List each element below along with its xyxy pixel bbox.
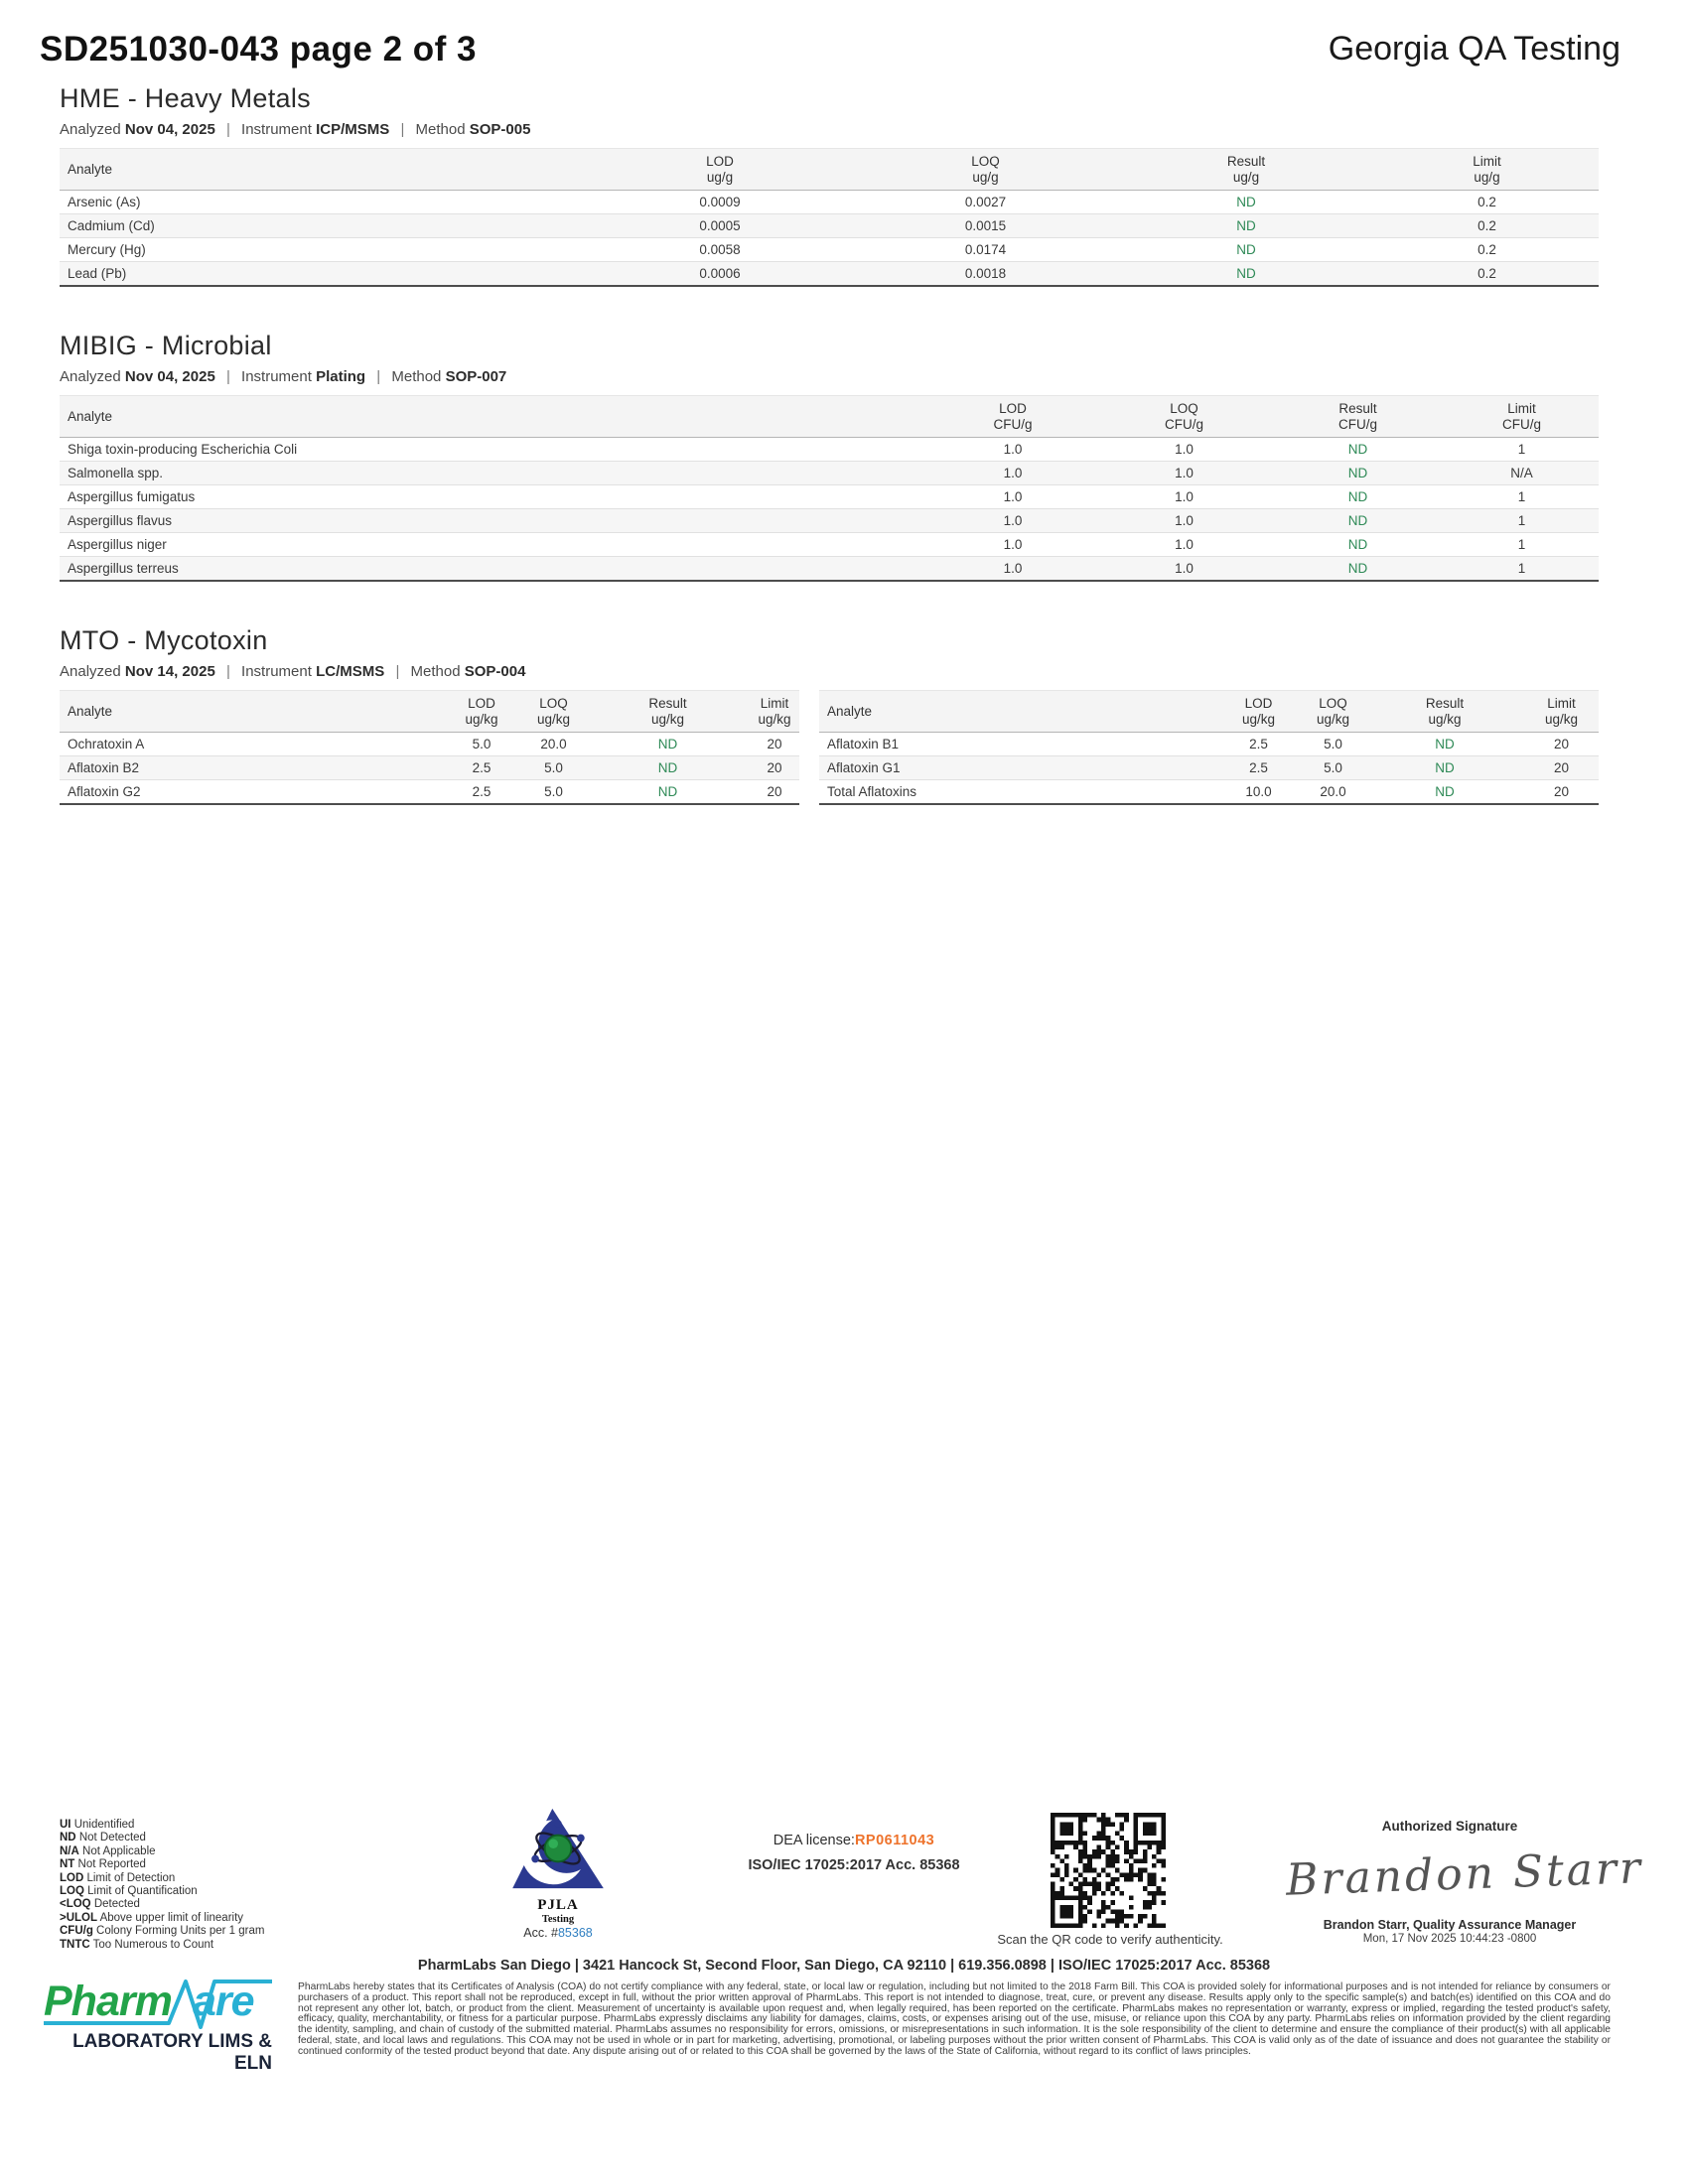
lod-cell: 1.0 bbox=[928, 485, 1097, 509]
col-analyte: Analyte bbox=[60, 396, 928, 438]
method-value: SOP-007 bbox=[445, 368, 507, 385]
analyte-cell: Aflatoxin B2 bbox=[60, 756, 442, 780]
col-limit: Limit ug/g bbox=[1375, 149, 1599, 191]
pipe: | bbox=[376, 368, 381, 385]
section-title: MTO - Mycotoxin bbox=[60, 625, 268, 655]
pjla-accreditation bbox=[498, 1807, 618, 1940]
col-lod: LOD CFU/g bbox=[928, 396, 1097, 438]
pharmware-part2: are bbox=[193, 1978, 254, 2025]
lod-cell: 0.0058 bbox=[586, 238, 854, 262]
instrument-value: Plating bbox=[316, 368, 366, 385]
iso-accreditation-line: ISO/IEC 17025:2017 Acc. 85368 bbox=[748, 1857, 960, 1873]
signature-handwriting: Brandon Starr bbox=[1285, 1843, 1644, 1906]
loq-cell: 5.0 bbox=[521, 780, 586, 805]
legend bbox=[60, 1819, 264, 1952]
col-lod: LOD ug/kg bbox=[1216, 691, 1301, 733]
analyzed-label: Analyzed bbox=[60, 663, 121, 680]
pharmware-wordmark bbox=[44, 1974, 272, 2029]
result-cell: ND bbox=[1117, 238, 1375, 262]
legend-item: <LOQ Detected bbox=[60, 1898, 140, 1911]
limit-cell: 1 bbox=[1445, 485, 1599, 509]
analyte-cell: Salmonella spp. bbox=[60, 462, 928, 485]
section-microbial bbox=[60, 331, 1599, 582]
result-cell: ND bbox=[1365, 733, 1524, 756]
loq-cell: 20.0 bbox=[521, 733, 586, 756]
loq-cell: 1.0 bbox=[1097, 485, 1271, 509]
table-row bbox=[60, 238, 1599, 262]
loq-cell: 0.0027 bbox=[854, 191, 1117, 214]
limit-cell: 20 bbox=[750, 756, 799, 780]
lod-cell: 2.5 bbox=[442, 780, 521, 805]
table-header-row bbox=[60, 149, 1599, 191]
legend-item: UI Unidentified bbox=[60, 1819, 135, 1831]
limit-cell: 1 bbox=[1445, 557, 1599, 582]
result-cell: ND bbox=[1271, 509, 1445, 533]
section-meta bbox=[60, 368, 1599, 385]
col-loq: LOQ CFU/g bbox=[1097, 396, 1271, 438]
limit-cell: 0.2 bbox=[1375, 191, 1599, 214]
limit-cell: 20 bbox=[750, 780, 799, 805]
analyte-cell: Aspergillus terreus bbox=[60, 557, 928, 582]
limit-cell: 20 bbox=[1524, 756, 1599, 780]
loq-cell: 1.0 bbox=[1097, 438, 1271, 462]
lod-cell: 0.0006 bbox=[586, 262, 854, 287]
table-row bbox=[819, 733, 1599, 756]
limit-cell: N/A bbox=[1445, 462, 1599, 485]
signature-timestamp: Mon, 17 Nov 2025 10:44:23 -0800 bbox=[1362, 1933, 1537, 1945]
limit-cell: 1 bbox=[1445, 438, 1599, 462]
loq-cell: 5.0 bbox=[521, 756, 586, 780]
table-row bbox=[60, 191, 1599, 214]
col-lod: LOD ug/g bbox=[586, 149, 854, 191]
col-result: Result ug/kg bbox=[586, 691, 750, 733]
col-limit: Limit CFU/g bbox=[1445, 396, 1599, 438]
org-title: Georgia QA Testing bbox=[1328, 30, 1620, 68]
legend-item: LOQ Limit of Quantification bbox=[60, 1885, 198, 1898]
pharmware-part1: Pharm bbox=[44, 1978, 172, 2025]
loq-cell: 5.0 bbox=[1301, 756, 1365, 780]
legend-item: ND Not Detected bbox=[60, 1832, 146, 1844]
pharmware-tagline: LABORATORY LIMS & ELN bbox=[72, 2031, 272, 2074]
pipe: | bbox=[225, 121, 230, 138]
result-cell: ND bbox=[586, 733, 750, 756]
limit-cell: 1 bbox=[1445, 509, 1599, 533]
analyte-cell: Cadmium (Cd) bbox=[60, 214, 586, 238]
result-cell: ND bbox=[1271, 557, 1445, 582]
lod-cell: 1.0 bbox=[928, 438, 1097, 462]
result-cell: ND bbox=[1365, 756, 1524, 780]
analyte-cell: Shiga toxin-producing Escherichia Coli bbox=[60, 438, 928, 462]
lod-cell: 0.0009 bbox=[586, 191, 854, 214]
section-heavy-metals bbox=[60, 83, 1599, 287]
pipe: | bbox=[225, 368, 230, 385]
analyte-cell: Arsenic (As) bbox=[60, 191, 586, 214]
pipe: | bbox=[225, 663, 230, 680]
lod-cell: 2.5 bbox=[442, 756, 521, 780]
analyzed-label: Analyzed bbox=[60, 368, 121, 385]
loq-cell: 1.0 bbox=[1097, 509, 1271, 533]
method-label: Method bbox=[410, 663, 461, 680]
analyte-cell: Aflatoxin G1 bbox=[819, 756, 1216, 780]
table-row bbox=[60, 214, 1599, 238]
legend-item: LOD Limit of Detection bbox=[60, 1871, 176, 1884]
result-cell: ND bbox=[1271, 485, 1445, 509]
lod-cell: 10.0 bbox=[1216, 780, 1301, 805]
heavy-metals-table bbox=[60, 148, 1599, 287]
limit-cell: 1 bbox=[1445, 533, 1599, 557]
table-row bbox=[60, 485, 1599, 509]
legend-item: >ULOL Above upper limit of linearity bbox=[60, 1911, 244, 1924]
legal-disclaimer: PharmLabs hereby states that its Certificates of Analysis (COA) do not certify compliance with any federal, state, or local law or regulation, including but not limited to the 2018 Farm Bill. This COA is provided solely for informational purposes and is not intended for reliance by consumers or purchasers of a product. This report shall not be reproduced, except in full, without the prior written approval of PharmLabs. This report is not intended to diagnose, treat, cure, or prevent any disease. Results apply only to the specific sample(s) and batch(es) identified on this COA and do not represent any other lot, batch, or product from the client. Measurement of uncertainty is available upon request and, when legally required, has been reported on the certificate. PharmLabs makes no representation or warranty, express or implied, regarding the tested product's safety, efficacy, quality, merchantability, or fitness for a particular purpose. PharmLabs expressly disclaims any liability for damages, claims, costs, or expenses arising out of the use, misuse, or reliance upon this COA by any party. PharmLabs relies on information provided by the client regarding the identity, sampling, and chain of custody of the submitted material. PharmLabs assumes no responsibility for errors, omissions, or misrepresentations in such information. It is the sole responsibility of the client to determine and ensure the compliance of their product(s) with all applicable federal, state, and local laws and regulations. This COA may not be used in whole or in part for marketing, advertising, promotional, or labeling purposes without the prior written consent of PharmLabs. This COA is valid only as of the date of issuance and does not guarantee the stability or continued conformity of the tested product beyond that date. Any dispute arising out of or related to this COA shall be governed by the laws of the State of California, without regard to its conflict of laws principles. bbox=[298, 1981, 1611, 2057]
pjla-logo-icon bbox=[510, 1807, 606, 1890]
table-row bbox=[60, 733, 799, 756]
table-row bbox=[60, 780, 799, 805]
instrument-value: ICP/MSMS bbox=[316, 121, 390, 138]
lod-cell: 1.0 bbox=[928, 509, 1097, 533]
lod-cell: 2.5 bbox=[1216, 733, 1301, 756]
pulse-line-icon bbox=[44, 1974, 272, 2029]
legend-item: TNTC Too Numerous to Count bbox=[60, 1938, 214, 1951]
legend-item: NT Not Reported bbox=[60, 1858, 146, 1871]
limit-cell: 20 bbox=[750, 733, 799, 756]
pharmware-logo bbox=[44, 1974, 272, 2075]
result-cell: ND bbox=[1271, 462, 1445, 485]
method-value: SOP-004 bbox=[464, 663, 526, 680]
lod-cell: 1.0 bbox=[928, 557, 1097, 582]
col-result: Result ug/kg bbox=[1365, 691, 1524, 733]
pjla-sub: Testing bbox=[541, 1914, 575, 1925]
dea-license-label: DEA license: bbox=[773, 1833, 855, 1848]
analyte-cell: Lead (Pb) bbox=[60, 262, 586, 287]
mycotoxin-tables bbox=[60, 680, 1599, 805]
license-block bbox=[725, 1833, 983, 1873]
loq-cell: 5.0 bbox=[1301, 733, 1365, 756]
result-cell: ND bbox=[1365, 780, 1524, 805]
report-sections bbox=[60, 83, 1599, 805]
analyzed-date: Nov 04, 2025 bbox=[124, 121, 215, 138]
lod-cell: 0.0005 bbox=[586, 214, 854, 238]
analyzed-date: Nov 04, 2025 bbox=[124, 368, 215, 385]
section-title: MIBIG - Microbial bbox=[60, 331, 272, 360]
document-title: SD251030-043 page 2 of 3 bbox=[40, 30, 478, 68]
col-result: Result ug/g bbox=[1117, 149, 1375, 191]
instrument-label: Instrument bbox=[241, 121, 312, 138]
dea-license-line bbox=[725, 1833, 983, 1848]
col-analyte: Analyte bbox=[60, 691, 442, 733]
table-row bbox=[60, 462, 1599, 485]
analyte-cell: Aspergillus niger bbox=[60, 533, 928, 557]
result-cell: ND bbox=[1271, 533, 1445, 557]
pjla-accreditation-number: Acc. #85368 bbox=[523, 1926, 593, 1940]
limit-cell: 20 bbox=[1524, 780, 1599, 805]
col-limit: Limit ug/kg bbox=[1524, 691, 1599, 733]
mycotoxin-table-right bbox=[819, 690, 1599, 805]
lod-cell: 1.0 bbox=[928, 462, 1097, 485]
loq-cell: 20.0 bbox=[1301, 780, 1365, 805]
table-row bbox=[819, 756, 1599, 780]
table-header-row bbox=[60, 396, 1599, 438]
instrument-value: LC/MSMS bbox=[316, 663, 385, 680]
method-label: Method bbox=[415, 121, 466, 138]
table-row bbox=[60, 533, 1599, 557]
pjla-name: PJLA bbox=[537, 1897, 579, 1913]
loq-cell: 0.0018 bbox=[854, 262, 1117, 287]
loq-cell: 1.0 bbox=[1097, 557, 1271, 582]
result-cell: ND bbox=[1117, 262, 1375, 287]
analyte-cell: Ochratoxin A bbox=[60, 733, 442, 756]
loq-cell: 0.0174 bbox=[854, 238, 1117, 262]
section-meta bbox=[60, 121, 1599, 138]
table-row bbox=[60, 509, 1599, 533]
col-analyte: Analyte bbox=[60, 149, 586, 191]
loq-cell: 0.0015 bbox=[854, 214, 1117, 238]
table-row bbox=[60, 557, 1599, 582]
authorized-signature-label: Authorized Signature bbox=[1381, 1819, 1518, 1834]
analyte-cell: Aflatoxin B1 bbox=[819, 733, 1216, 756]
col-limit: Limit ug/kg bbox=[750, 691, 799, 733]
analyte-cell: Aflatoxin G2 bbox=[60, 780, 442, 805]
section-title: HME - Heavy Metals bbox=[60, 83, 311, 113]
mycotoxin-table-left bbox=[60, 690, 799, 805]
result-cell: ND bbox=[586, 780, 750, 805]
instrument-label: Instrument bbox=[241, 368, 312, 385]
analyzed-date: Nov 14, 2025 bbox=[124, 663, 215, 680]
analyte-cell: Mercury (Hg) bbox=[60, 238, 586, 262]
col-loq: LOQ ug/kg bbox=[521, 691, 586, 733]
legend-item: N/A Not Applicable bbox=[60, 1844, 156, 1857]
analyzed-label: Analyzed bbox=[60, 121, 121, 138]
pipe: | bbox=[395, 663, 400, 680]
table-row bbox=[819, 780, 1599, 805]
analyte-cell: Aspergillus flavus bbox=[60, 509, 928, 533]
table-row bbox=[60, 438, 1599, 462]
table-header-row bbox=[819, 691, 1599, 733]
col-loq: LOQ ug/g bbox=[854, 149, 1117, 191]
result-cell: ND bbox=[1271, 438, 1445, 462]
limit-cell: 0.2 bbox=[1375, 238, 1599, 262]
limit-cell: 0.2 bbox=[1375, 214, 1599, 238]
lab-address-line: PharmLabs San Diego | 3421 Hancock St, Second Floor, San Diego, CA 92110 | 619.356.0898 | ISO/IEC 17025:2017 Acc. 85368 bbox=[417, 1958, 1271, 1974]
method-label: Method bbox=[391, 368, 442, 385]
col-result: Result CFU/g bbox=[1271, 396, 1445, 438]
legend-item: CFU/g Colony Forming Units per 1 gram bbox=[60, 1925, 265, 1938]
lod-cell: 2.5 bbox=[1216, 756, 1301, 780]
signer-name-title: Brandon Starr, Quality Assurance Manager bbox=[1323, 1918, 1577, 1932]
page-header bbox=[0, 0, 1688, 69]
analyte-cell: Total Aflatoxins bbox=[819, 780, 1216, 805]
section-mycotoxin bbox=[60, 625, 1599, 805]
analyte-cell: Aspergillus fumigatus bbox=[60, 485, 928, 509]
result-cell: ND bbox=[586, 756, 750, 780]
instrument-label: Instrument bbox=[241, 663, 312, 680]
section-meta bbox=[60, 663, 1599, 680]
signature-block bbox=[1285, 1819, 1644, 1945]
qr-caption: Scan the QR code to verify authenticity. bbox=[997, 1932, 1223, 1947]
limit-cell: 20 bbox=[1524, 733, 1599, 756]
col-loq: LOQ ug/kg bbox=[1301, 691, 1365, 733]
pipe: | bbox=[400, 121, 405, 138]
table-row bbox=[60, 756, 799, 780]
result-cell: ND bbox=[1117, 214, 1375, 238]
col-analyte: Analyte bbox=[819, 691, 1216, 733]
col-lod: LOD ug/kg bbox=[442, 691, 521, 733]
table-row bbox=[60, 262, 1599, 287]
result-cell: ND bbox=[1117, 191, 1375, 214]
loq-cell: 1.0 bbox=[1097, 533, 1271, 557]
lod-cell: 1.0 bbox=[928, 533, 1097, 557]
microbial-table bbox=[60, 395, 1599, 582]
qr-code bbox=[1051, 1813, 1166, 1928]
table-header-row bbox=[60, 691, 799, 733]
limit-cell: 0.2 bbox=[1375, 262, 1599, 287]
loq-cell: 1.0 bbox=[1097, 462, 1271, 485]
lod-cell: 5.0 bbox=[442, 733, 521, 756]
dea-license-number: RP0611043 bbox=[854, 1833, 935, 1848]
method-value: SOP-005 bbox=[469, 121, 531, 138]
